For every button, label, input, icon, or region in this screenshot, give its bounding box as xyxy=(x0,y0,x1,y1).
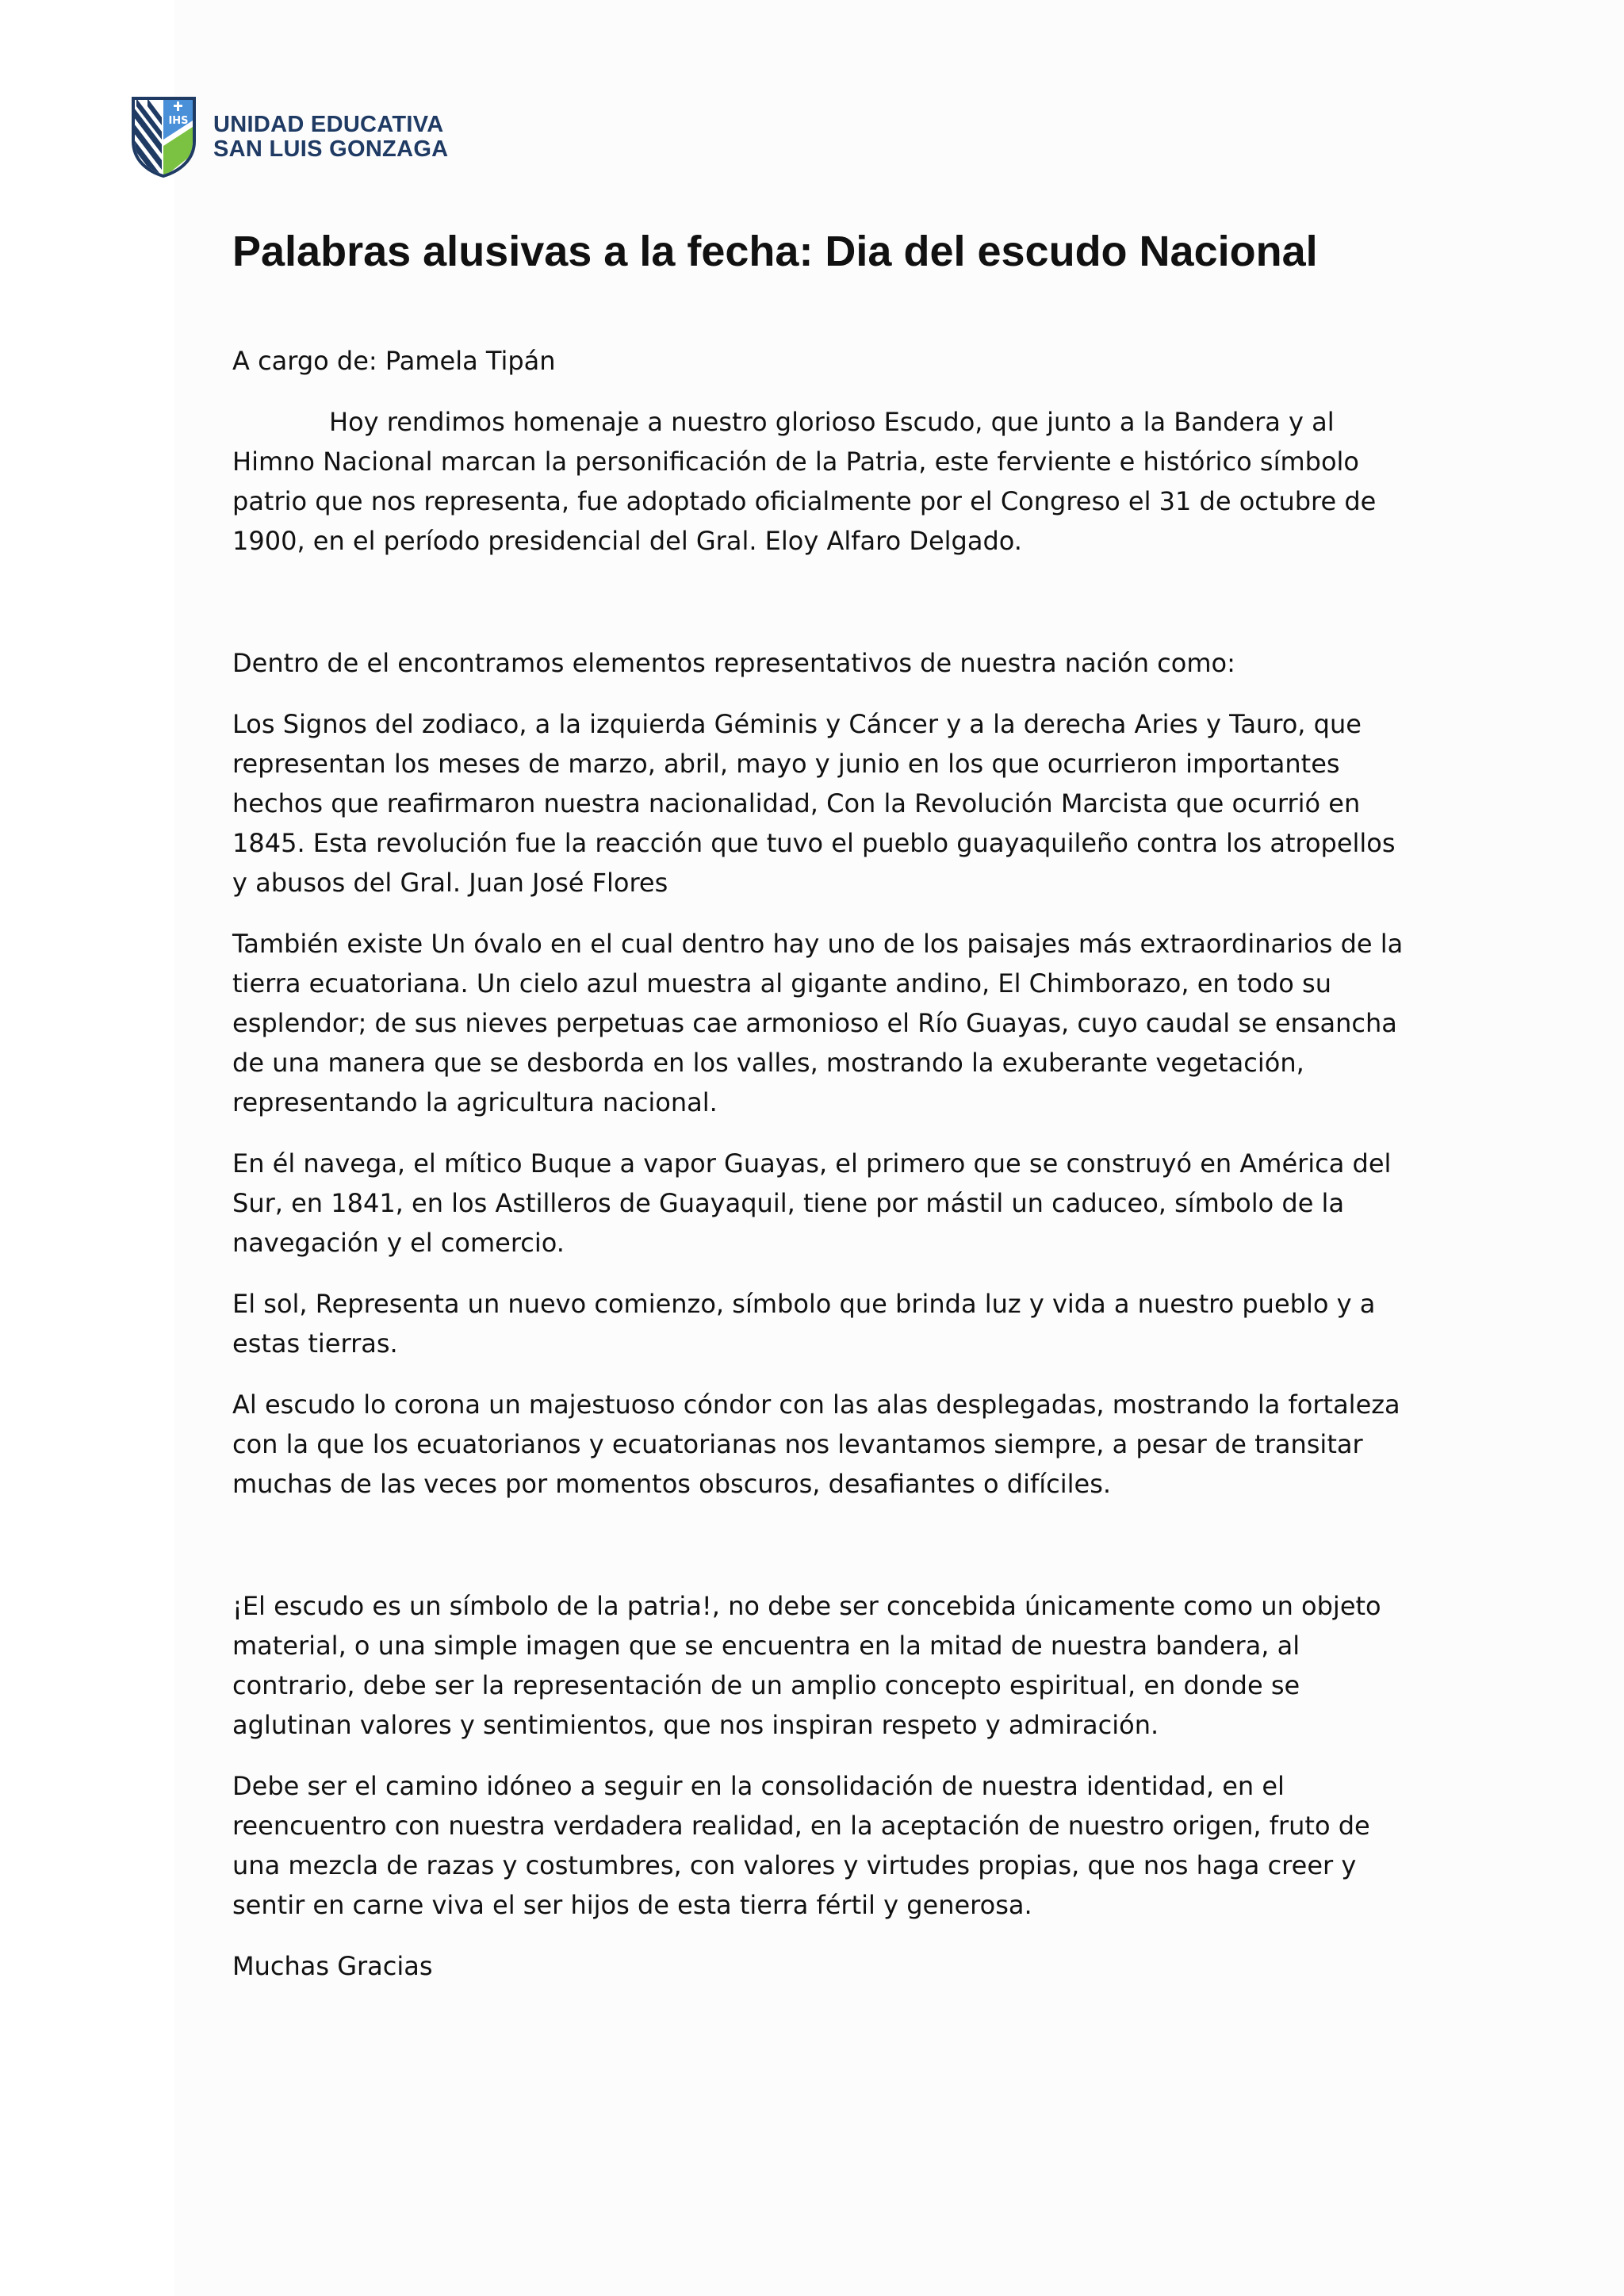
paragraph: También existe Un óvalo en el cual dentro hay uno de los paisajes más extraordinarios de la tierra ecuatoriana. Un cielo azul muestra al gigante andino, El Chimborazo, en todo su esplendor; de sus nieves perpetuas cae armonioso el Río Guayas, cuyo caudal se ensancha de una manera que se desborda en los valles, mostrando la exuberante vegetación, representando la agricultura nacional. xyxy=(232,929,1404,1117)
closing-line: Muchas Gracias xyxy=(232,1951,433,1981)
school-crest-icon xyxy=(130,97,197,178)
document-title: Palabras alusivas a la fecha: Dia del escudo Nacional xyxy=(232,228,1318,275)
paragraph-intro: Hoy rendimos homenaje a nuestro glorioso Escudo, que junto a la Bandera y al Himno Nacional marcan la personificación de la Patria, este ferviente e histórico símbolo patrio que nos representa, fue adoptado oficialmente por el Congreso el 31 de octubre de 1900, en el período presidencial del Gral. Eloy Alfaro Delgado. xyxy=(232,407,1377,556)
school-name-line1: UNIDAD EDUCATIVA xyxy=(213,112,444,137)
school-name-line2: SAN LUIS GONZAGA xyxy=(213,136,449,162)
school-logo xyxy=(130,97,448,178)
paragraph: En él navega, el mítico Buque a vapor Guayas, el primero que se construyó en América del Sur, en 1841, en los Astilleros de Guayaquil, tiene por mástil un caduceo, símbolo de la navegación y el comercio. xyxy=(232,1148,1392,1258)
spacer xyxy=(232,1525,1406,1586)
logo-monogram: IHS xyxy=(168,115,189,127)
school-name xyxy=(213,113,448,162)
paragraph: El sol, Representa un nuevo comienzo, símbolo que brinda luz y vida a nuestro pueblo y a estas tierras. xyxy=(232,1289,1376,1359)
paragraph: Al escudo lo corona un majestuoso cóndor con las alas desplegadas, mostrando la fortaleza con la que los ecuatorianos y ecuatorianas nos levantamos siempre, a pesar de transitar muchas de las veces por momentos obscuros, desafiantes o difíciles. xyxy=(232,1389,1400,1499)
author-line: A cargo de: Pamela Tipán xyxy=(232,346,556,376)
paragraph: Los Signos del zodiaco, a la izquierda Géminis y Cáncer y a la derecha Aries y Tauro, que representan los meses de marzo, abril, mayo y junio en los que ocurrieron importantes hechos que reafirmaron nuestra nacionalidad, Con la Revolución Marcista que ocurrió en 1845. Esta revolución fue la reacción que tuvo el pueblo guayaquileño contra los atropellos y abusos del Gral. Juan José Flores xyxy=(232,709,1396,898)
document-body xyxy=(232,341,1406,2007)
spacer xyxy=(232,582,1406,643)
paragraph: ¡El escudo es un símbolo de la patria!, no debe ser concebida únicamente como un objeto material, o una simple imagen que se encuentra en la mitad de nuestra bandera, al contrario, debe ser la representación de un amplio concepto espiritual, en donde se aglutinan valores y sentimientos, que nos inspiran respeto y admiración. xyxy=(232,1591,1381,1740)
paragraph: Dentro de el encontramos elementos representativos de nuestra nación como: xyxy=(232,648,1235,678)
paragraph: Debe ser el camino idóneo a seguir en la consolidación de nuestra identidad, en el reencuentro con nuestra verdadera realidad, en la aceptación de nuestro origen, fruto de una mezcla de razas y costumbres, con valores y virtudes propias, que nos haga creer y sentir en carne viva el ser hijos de esta tierra fértil y generosa. xyxy=(232,1771,1370,1920)
